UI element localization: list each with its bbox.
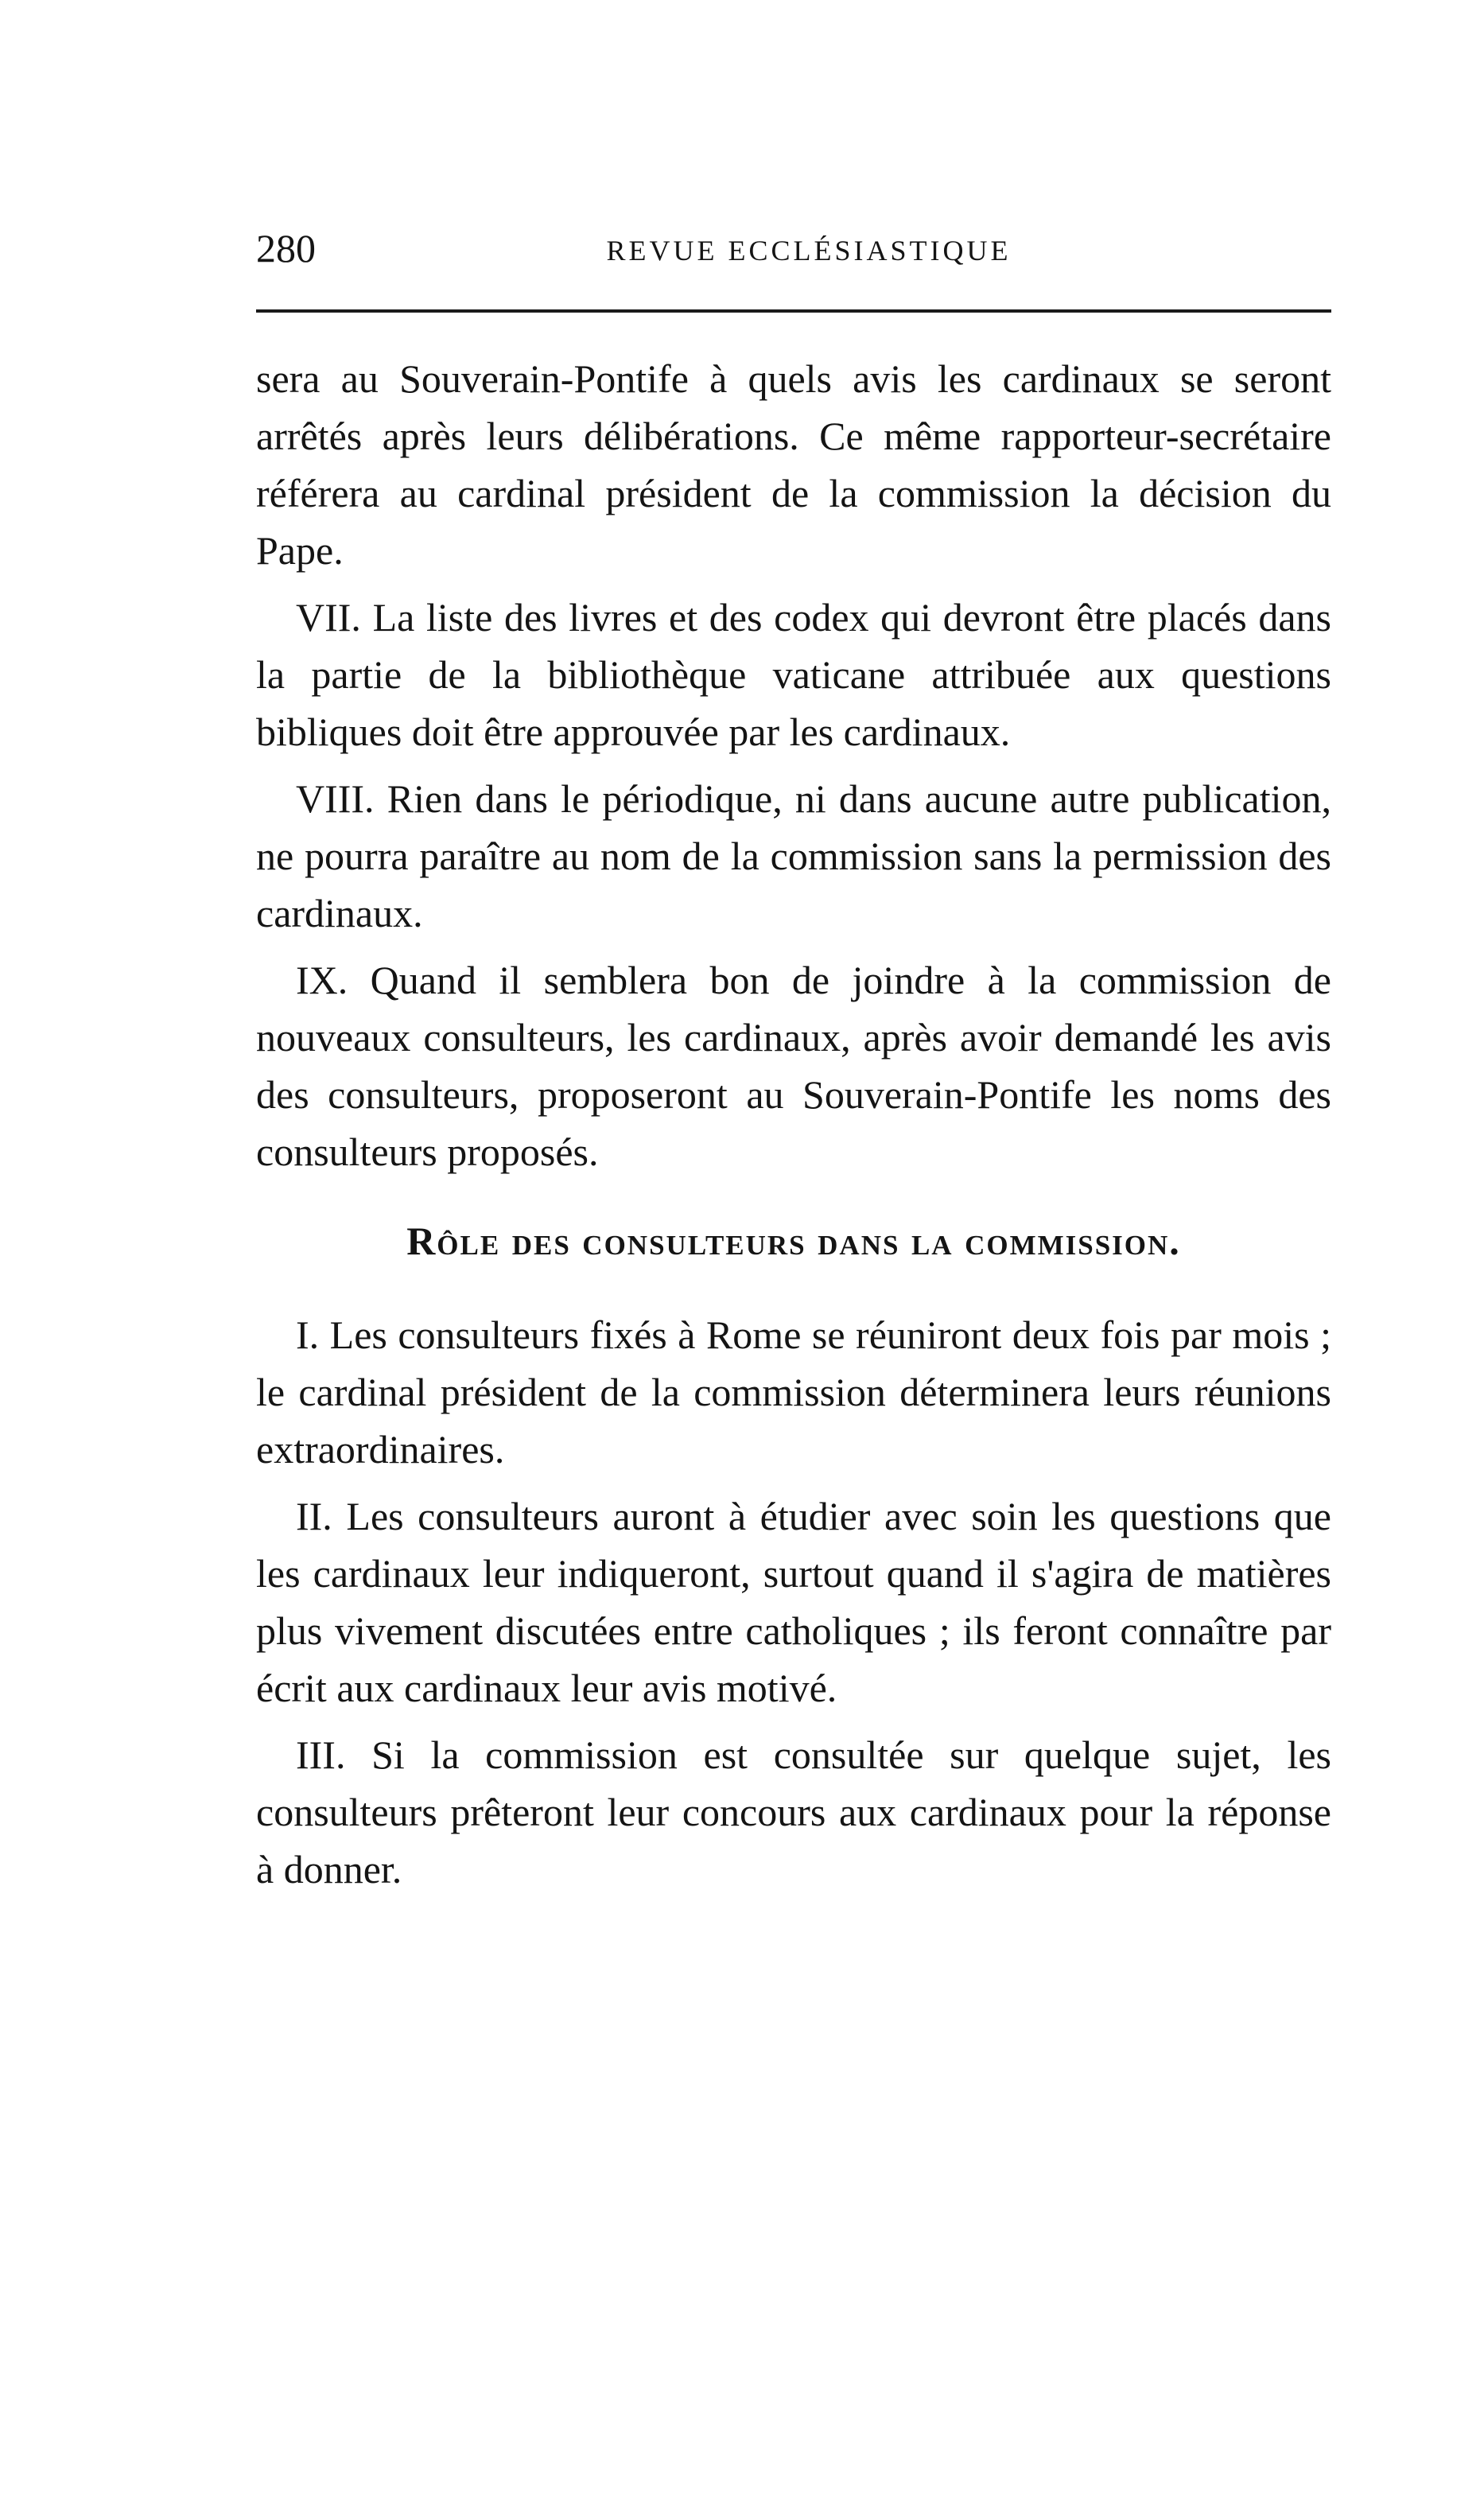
paragraph-vii: VII. La liste des livres et des codex qui devront être placés dans la partie de la bibliothèque vaticane attribuée aux questions bibliques doit être approuvée par les cardinaux. bbox=[256, 595, 1331, 754]
paragraph-ix: IX. Quand il semblera bon de joindre à la commission de nouveaux consulteurs, les cardinaux, après avoir demandé les avis des consulteurs, proposeront au Souverain-Pontife les noms des consulteurs proposés. bbox=[256, 958, 1331, 1174]
paragraph-iii: III. Si la commission est consultée sur quelque sujet, les consulteurs prêteront leur concours aux cardinaux pour la réponse à donner. bbox=[256, 1732, 1331, 1892]
body-text bbox=[256, 350, 1331, 1907]
paragraph-continuation: sera au Souverain-Pontife à quels avis les cardinaux se seront arrêtés après leurs délibérations. Ce même rapporteur-secrétaire référera au cardinal président de la commission la décision du Pape. bbox=[256, 356, 1331, 573]
paragraph-viii: VIII. Rien dans le périodique, ni dans aucune autre publication, ne pourra paraître au nom de la commission sans la permission des cardinaux. bbox=[256, 776, 1331, 935]
paragraph-ii: II. Les consulteurs auront à étudier avec soin les questions que les cardinaux leur indiqueront, surtout quand il s'agira de matières plus vivement discutées entre catholiques ; ils feront connaître par écrit aux cardinaux leur avis motivé. bbox=[256, 1494, 1331, 1710]
header-rule bbox=[256, 309, 1331, 313]
paragraph-i: I. Les consulteurs fixés à Rome se réuniront deux fois par mois ; le cardinal président de la commission déterminera leurs réunions extraordinaires. bbox=[256, 1312, 1331, 1472]
page-header bbox=[256, 216, 1330, 280]
section-heading: Rôle des consulteurs dans la commission. bbox=[406, 1219, 1181, 1263]
page-number: 280 bbox=[256, 226, 316, 270]
running-title: REVUE ECCLÉSIASTIQUE bbox=[606, 235, 1012, 266]
